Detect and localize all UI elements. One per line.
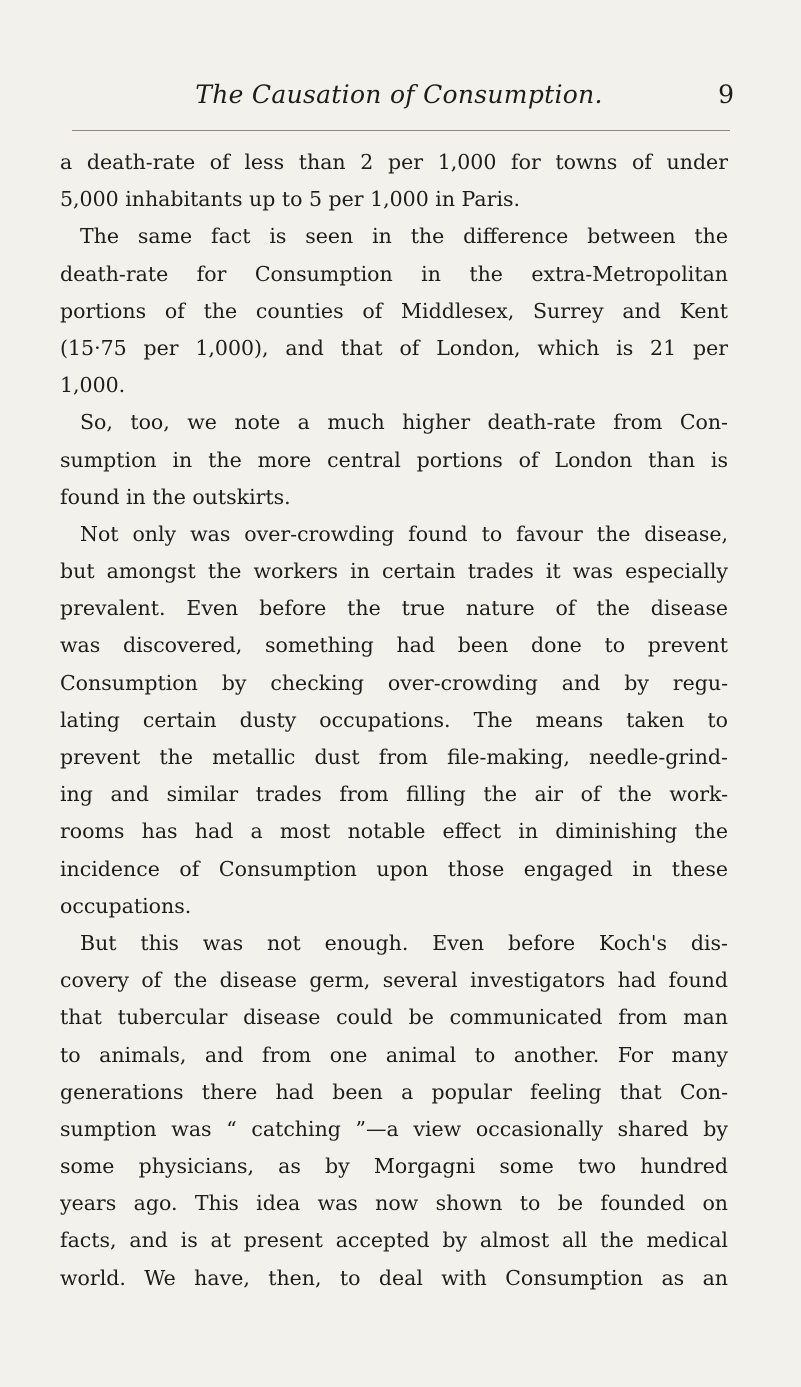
text-line: years ago. This idea was now shown to be founded on xyxy=(60,1191,728,1216)
text-line: incidence of Consumption upon those engaged in these xyxy=(60,856,728,881)
text-line: some physicians, as by Morgagni some two hundred xyxy=(60,1154,728,1179)
page-header xyxy=(64,78,734,126)
text-line: to animals, and from one animal to another. For many xyxy=(60,1042,728,1067)
text-line: covery of the disease germ, several investigators had found xyxy=(60,968,728,993)
text-line: ing and similar trades from filling the air of the work- xyxy=(60,782,728,807)
text-line: occupations. xyxy=(60,893,192,918)
page-number: 9 xyxy=(718,80,734,109)
text-line: The same fact is seen in the difference between the xyxy=(80,224,728,249)
text-line: 5,000 inhabitants up to 5 per 1,000 in Paris. xyxy=(60,187,521,212)
body-text xyxy=(60,144,728,1297)
text-line: rooms has had a most notable effect in diminishing the xyxy=(60,819,728,844)
text-line: Consumption by checking over-crowding and by regu- xyxy=(60,670,728,695)
text-line: prevalent. Even before the true nature of the disease xyxy=(60,596,728,621)
text-line: generations there had been a popular feeling that Con- xyxy=(60,1079,728,1104)
text-line: lating certain dusty occupations. The means taken to xyxy=(60,707,728,732)
text-line: (15·75 per 1,000), and that of London, which is 21 per xyxy=(60,335,728,360)
text-line: world. We have, then, to deal with Consumption as an xyxy=(60,1265,728,1290)
text-line: Not only was over-crowding found to favour the disease, xyxy=(80,521,728,546)
text-line: facts, and is at present accepted by almost all the medical xyxy=(60,1228,728,1253)
header-rule xyxy=(72,130,730,131)
text-line: portions of the counties of Middlesex, Surrey and Kent xyxy=(60,298,728,323)
text-line: prevent the metallic dust from file-making, needle-grind- xyxy=(60,745,728,769)
text-line: sumption in the more central portions of London than is xyxy=(60,447,728,472)
text-line: 1,000. xyxy=(60,373,126,398)
text-line: sumption was “ catching ”—a view occasionally shared by xyxy=(60,1116,728,1141)
text-line: was discovered, something had been done to prevent xyxy=(60,633,728,658)
text-line: that tubercular disease could be communicated from man xyxy=(60,1005,728,1030)
text-line: but amongst the workers in certain trades it was especially xyxy=(60,559,728,584)
running-title: The Causation of Consumption. xyxy=(195,80,603,109)
text-line: death-rate for Consumption in the extra-Metropolitan xyxy=(60,261,728,286)
text-line: But this was not enough. Even before Koch's dis- xyxy=(80,930,728,955)
text-line: So, too, we note a much higher death-rate from Con- xyxy=(80,410,728,435)
text-line: a death-rate of less than 2 per 1,000 for towns of under xyxy=(60,150,728,174)
text-line: found in the outskirts. xyxy=(60,484,291,509)
